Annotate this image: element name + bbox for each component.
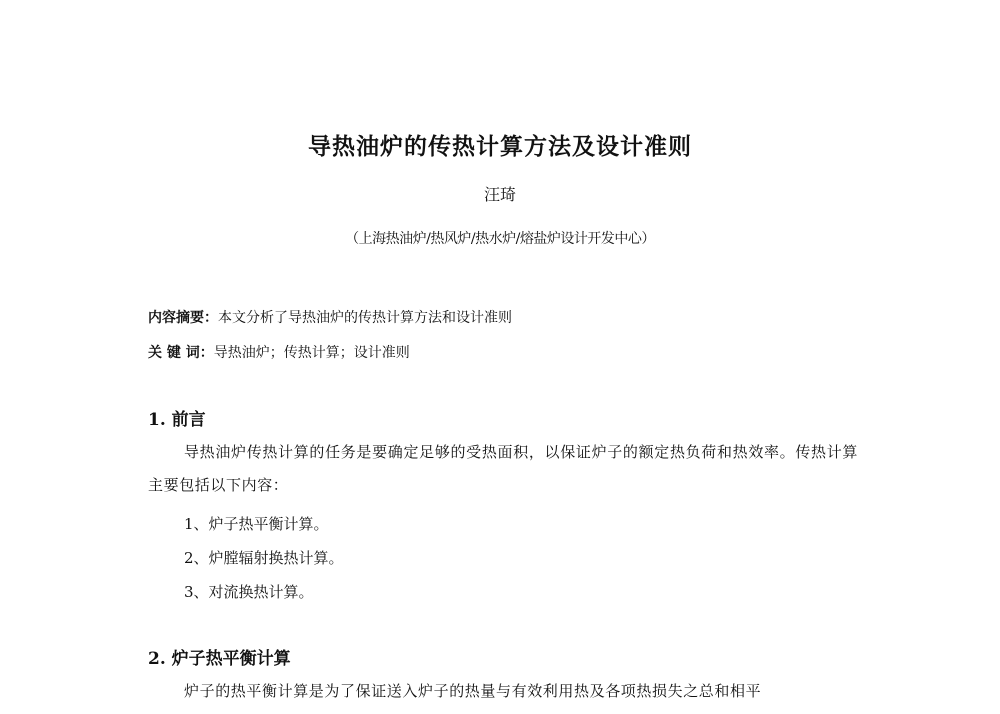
section-heading-heat-balance: 2. 炉子热平衡计算 bbox=[148, 649, 291, 669]
keywords-label: 关 键 词： bbox=[148, 345, 214, 361]
abstract-line bbox=[148, 307, 512, 327]
list-item: 2、炉膛辐射换热计算。 bbox=[184, 549, 344, 567]
section-heading-introduction: 1. 前言 bbox=[148, 410, 206, 430]
section-paragraph-heat-balance: 炉子的热平衡计算是为了保证送入炉子的热量与有效利用热及各项热损失之总和相平 bbox=[184, 682, 762, 700]
abstract-label: 内容摘要： bbox=[148, 310, 218, 326]
paper-title: 导热油炉的传热计算方法及设计准则 bbox=[308, 134, 692, 160]
list-item: 3、对流换热计算。 bbox=[184, 583, 314, 601]
author-name: 汪琦 bbox=[483, 185, 516, 204]
abstract-text: 本文分析了导热油炉的传热计算方法和设计准则 bbox=[218, 310, 512, 326]
section-paragraph-introduction: 导热油炉传热计算的任务是要确定足够的受热面积，以保证炉子的额定热负荷和热效率。传热计算主要包括以下内容： bbox=[148, 443, 858, 494]
calculation-content-list bbox=[184, 507, 344, 609]
author-affiliation: （上海热油炉/热风炉/热水炉/熔盐炉设计开发中心） bbox=[345, 231, 655, 247]
list-item: 1、炉子热平衡计算。 bbox=[184, 515, 329, 533]
keywords-text: 导热油炉；传热计算；设计准则 bbox=[213, 345, 410, 361]
keywords-line bbox=[148, 342, 410, 362]
